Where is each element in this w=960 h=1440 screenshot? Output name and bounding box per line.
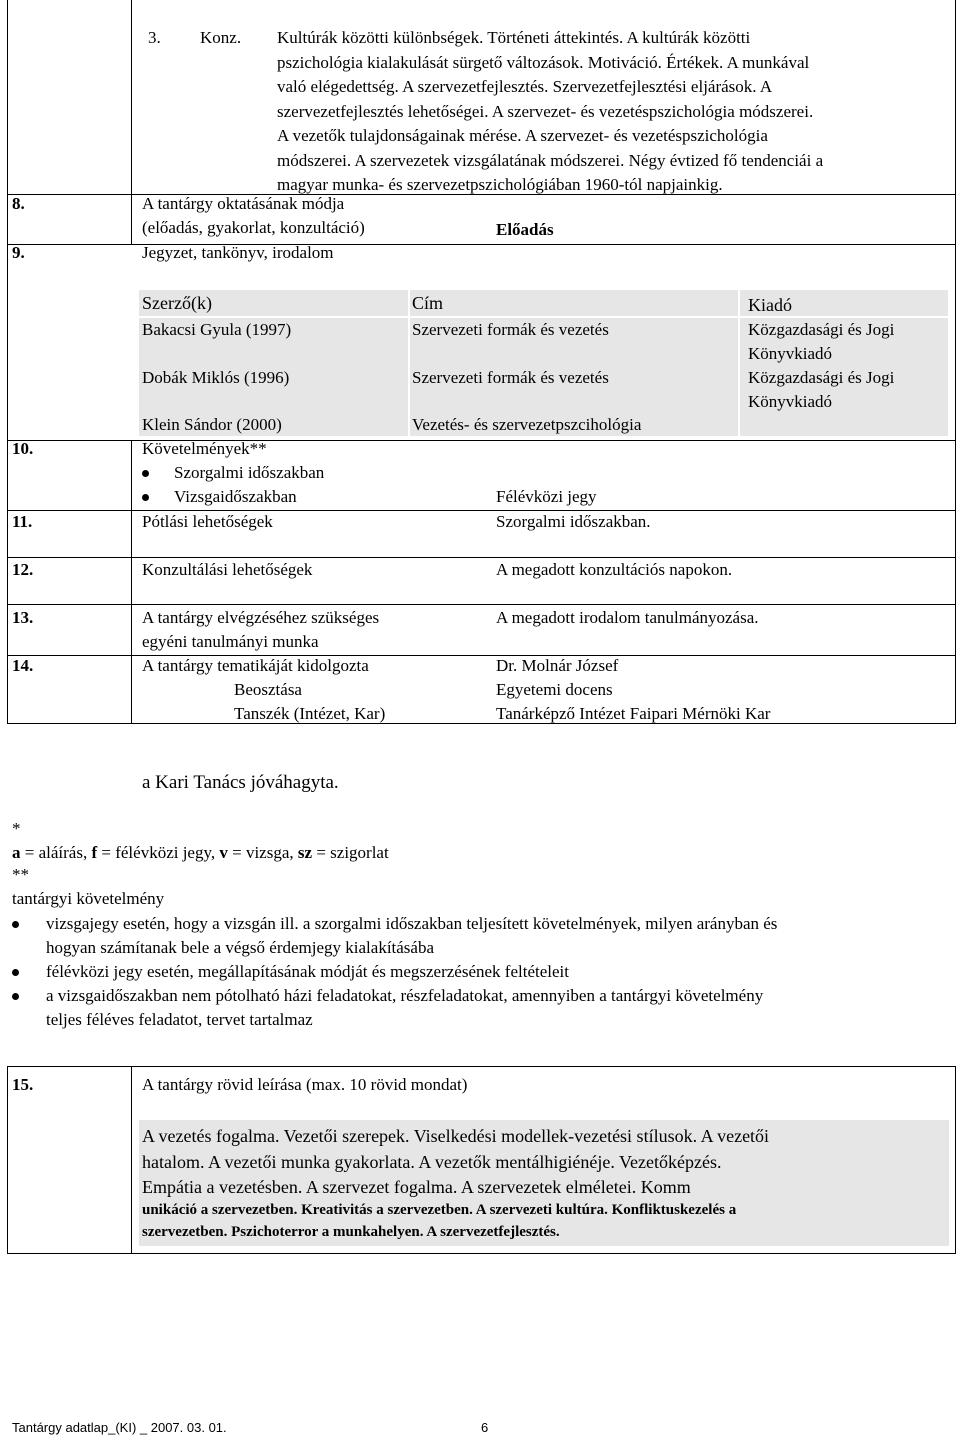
- legend-key: v: [219, 843, 228, 862]
- book-title: Vezetés- és szervezetpszcihológia: [412, 415, 642, 434]
- topic-line: A vezetők tulajdonságainak mérése. A szervezet- és vezetéspszichológia: [277, 126, 768, 145]
- row-label: A tantárgy elvégzéséhez szükséges: [142, 608, 380, 627]
- row-divider: [7, 604, 956, 605]
- bullet-icon: [12, 921, 19, 928]
- book-title: Szervezeti formák és vezetés: [412, 320, 609, 339]
- row-number: 12.: [12, 560, 34, 579]
- row-number: 11.: [12, 512, 33, 531]
- footnote-double-star: **: [12, 865, 29, 884]
- grade-legend: [12, 841, 389, 865]
- row-number: 8.: [12, 194, 25, 213]
- table-col-divider: [131, 440, 132, 724]
- approval-text: a Kari Tanács jóváhagyta.: [142, 772, 339, 793]
- note-item: teljes féléves feladatot, tervet tartalmaz: [46, 1010, 313, 1029]
- table-bottom-border: [7, 1253, 956, 1254]
- row-number: 10.: [12, 439, 34, 458]
- row-label: Pótlási lehetőségek: [142, 512, 273, 531]
- description-line: szervezetben. Pszichoterror a munkahelyen. A szervezetfejlesztés.: [142, 1224, 560, 1240]
- table-bottom-border: [7, 723, 956, 724]
- row-label: A tantárgy tematikáját kidolgozta: [142, 656, 369, 675]
- row-value: Szorgalmi időszakban.: [496, 512, 651, 531]
- description-line: hatalom. A vezetői munka gyakorlata. A vezetők mentálhigiénéje. Vezetőképzés.: [142, 1152, 722, 1172]
- table-left-border: [7, 0, 8, 724]
- legend-text: = vizsga,: [227, 843, 298, 862]
- row-label: A tantárgy rövid leírása (max. 10 rövid mondat): [142, 1075, 468, 1094]
- author-name: Dr. Molnár József: [496, 656, 619, 675]
- legend-key: a: [12, 843, 21, 862]
- row-label: egyéni tanulmányi munka: [142, 632, 319, 651]
- row-label: Konz.: [200, 28, 242, 47]
- row-label: Követelmények**: [142, 439, 267, 458]
- topic-line: való elégedettség. A szervezetfejlesztés. Szervezetfejlesztési eljárások. A: [277, 77, 773, 96]
- row-number: 13.: [12, 608, 34, 627]
- topic-line: módszerei. A szervezetek vizsgálatának módszerei. Négy évtized fő tendenciái a: [277, 150, 824, 170]
- book-publisher: Könyvkiadó: [748, 344, 833, 363]
- topic-line: Kultúrák közötti különbségek. Történeti áttekintés. A kultúrák közötti: [277, 28, 751, 47]
- book-author: Dobák Miklós (1996): [142, 368, 290, 387]
- table-top-border: [7, 1066, 956, 1067]
- legend-text: = félévközi jegy,: [97, 843, 220, 862]
- author-position: Egyetemi docens: [496, 680, 613, 699]
- book-publisher: Közgazdasági és Jogi: [748, 320, 895, 339]
- topic-line: szervezetfejlesztés lehetőségei. A szervezet- és vezetéspszichológia módszerei.: [277, 101, 814, 121]
- legend-text: = szigorlat: [312, 843, 389, 862]
- books-header-title: Cím: [412, 293, 444, 313]
- row-label: Jegyzet, tankönyv, irodalom: [142, 243, 334, 262]
- book-title: Szervezeti formák és vezetés: [412, 368, 609, 387]
- requirement-value: Félévközi jegy: [496, 487, 597, 506]
- row-number: 9.: [12, 243, 25, 262]
- table-col-divider: [131, 1066, 132, 1254]
- footnote-star: *: [12, 819, 21, 838]
- topic-line: magyar munka- és szervezetpszichológiában 1960-tól napjainkig.: [277, 175, 723, 194]
- teaching-mode-value: Előadás: [496, 220, 554, 239]
- bullet-icon: [142, 494, 149, 501]
- topic-line: pszichológia kialakulását sürgető változások. Motiváció. Értékek. A munkával: [277, 52, 810, 72]
- page-number: 6: [481, 1420, 489, 1435]
- table-right-border: [955, 1066, 956, 1254]
- note-item: a vizsgaidőszakban nem pótolható házi feladatokat, részfeladatokat, amennyiben a tantárgyi követelmény: [46, 986, 764, 1005]
- row-number: 14.: [12, 656, 34, 675]
- row-number: 15.: [12, 1075, 34, 1094]
- book-author: Klein Sándor (2000): [142, 415, 282, 434]
- bullet-icon: [12, 993, 19, 1000]
- books-header-cell: [410, 290, 738, 316]
- legend-key: sz: [297, 843, 313, 862]
- requirement-item: Vizsgaidőszakban: [174, 487, 297, 506]
- description-line: A vezetés fogalma. Vezetői szerepek. Viselkedési modellek-vezetési stílusok. A vezetői: [142, 1126, 770, 1146]
- books-header-author: Szerző(k): [142, 293, 212, 313]
- row-label: Tanszék (Intézet, Kar): [234, 704, 386, 723]
- requirement-item: Szorgalmi időszakban: [174, 463, 325, 482]
- row-label: (előadás, gyakorlat, konzultáció): [142, 218, 365, 237]
- author-department: Tanárképző Intézet Faipari Mérnöki Kar: [496, 704, 771, 723]
- table-col-divider: [131, 0, 132, 244]
- row-value: A megadott konzultációs napokon.: [496, 560, 733, 579]
- note-item: vizsgajegy esetén, hogy a vizsgán ill. a szorgalmi időszakban teljesített követelmények, milyen arányban és: [46, 914, 778, 933]
- table-right-border: [955, 0, 956, 724]
- row-number: 3.: [148, 28, 161, 47]
- description-line: unikáció a szervezetben. Kreativitás a szervezetben. A szervezeti kultúra. Konfliktuskezelés a: [142, 1202, 737, 1218]
- row-label: Konzultálási lehetőségek: [142, 560, 313, 579]
- footer-doc-id: Tantárgy adatlap_(KI) _ 2007. 03. 01.: [12, 1420, 227, 1435]
- row-label: Beosztása: [234, 680, 302, 699]
- legend-text: = aláírás,: [20, 843, 92, 862]
- table-left-border: [7, 1066, 8, 1254]
- row-value: A megadott irodalom tanulmányozása.: [496, 608, 759, 627]
- bullet-icon: [12, 969, 19, 976]
- legend-key: f: [91, 843, 98, 862]
- note-item: félévközi jegy esetén, megállapításának módját és megszerzésének feltételeit: [46, 962, 569, 981]
- requirement-title: tantárgyi követelmény: [12, 889, 165, 908]
- book-publisher: Könyvkiadó: [748, 392, 833, 411]
- book-publisher: Közgazdasági és Jogi: [748, 368, 895, 387]
- row-label: A tantárgy oktatásának módja: [142, 194, 345, 213]
- bullet-icon: [142, 470, 149, 477]
- topic-text: [277, 26, 937, 198]
- books-header-publisher: Kiadó: [748, 295, 792, 315]
- book-author: Bakacsi Gyula (1997): [142, 320, 292, 339]
- note-item: hogyan számítanak bele a végső érdemjegy kialakításába: [46, 938, 435, 957]
- description-line: Empátia a vezetésben. A szervezet fogalma. A szervezetek elméletei. Komm: [142, 1177, 691, 1197]
